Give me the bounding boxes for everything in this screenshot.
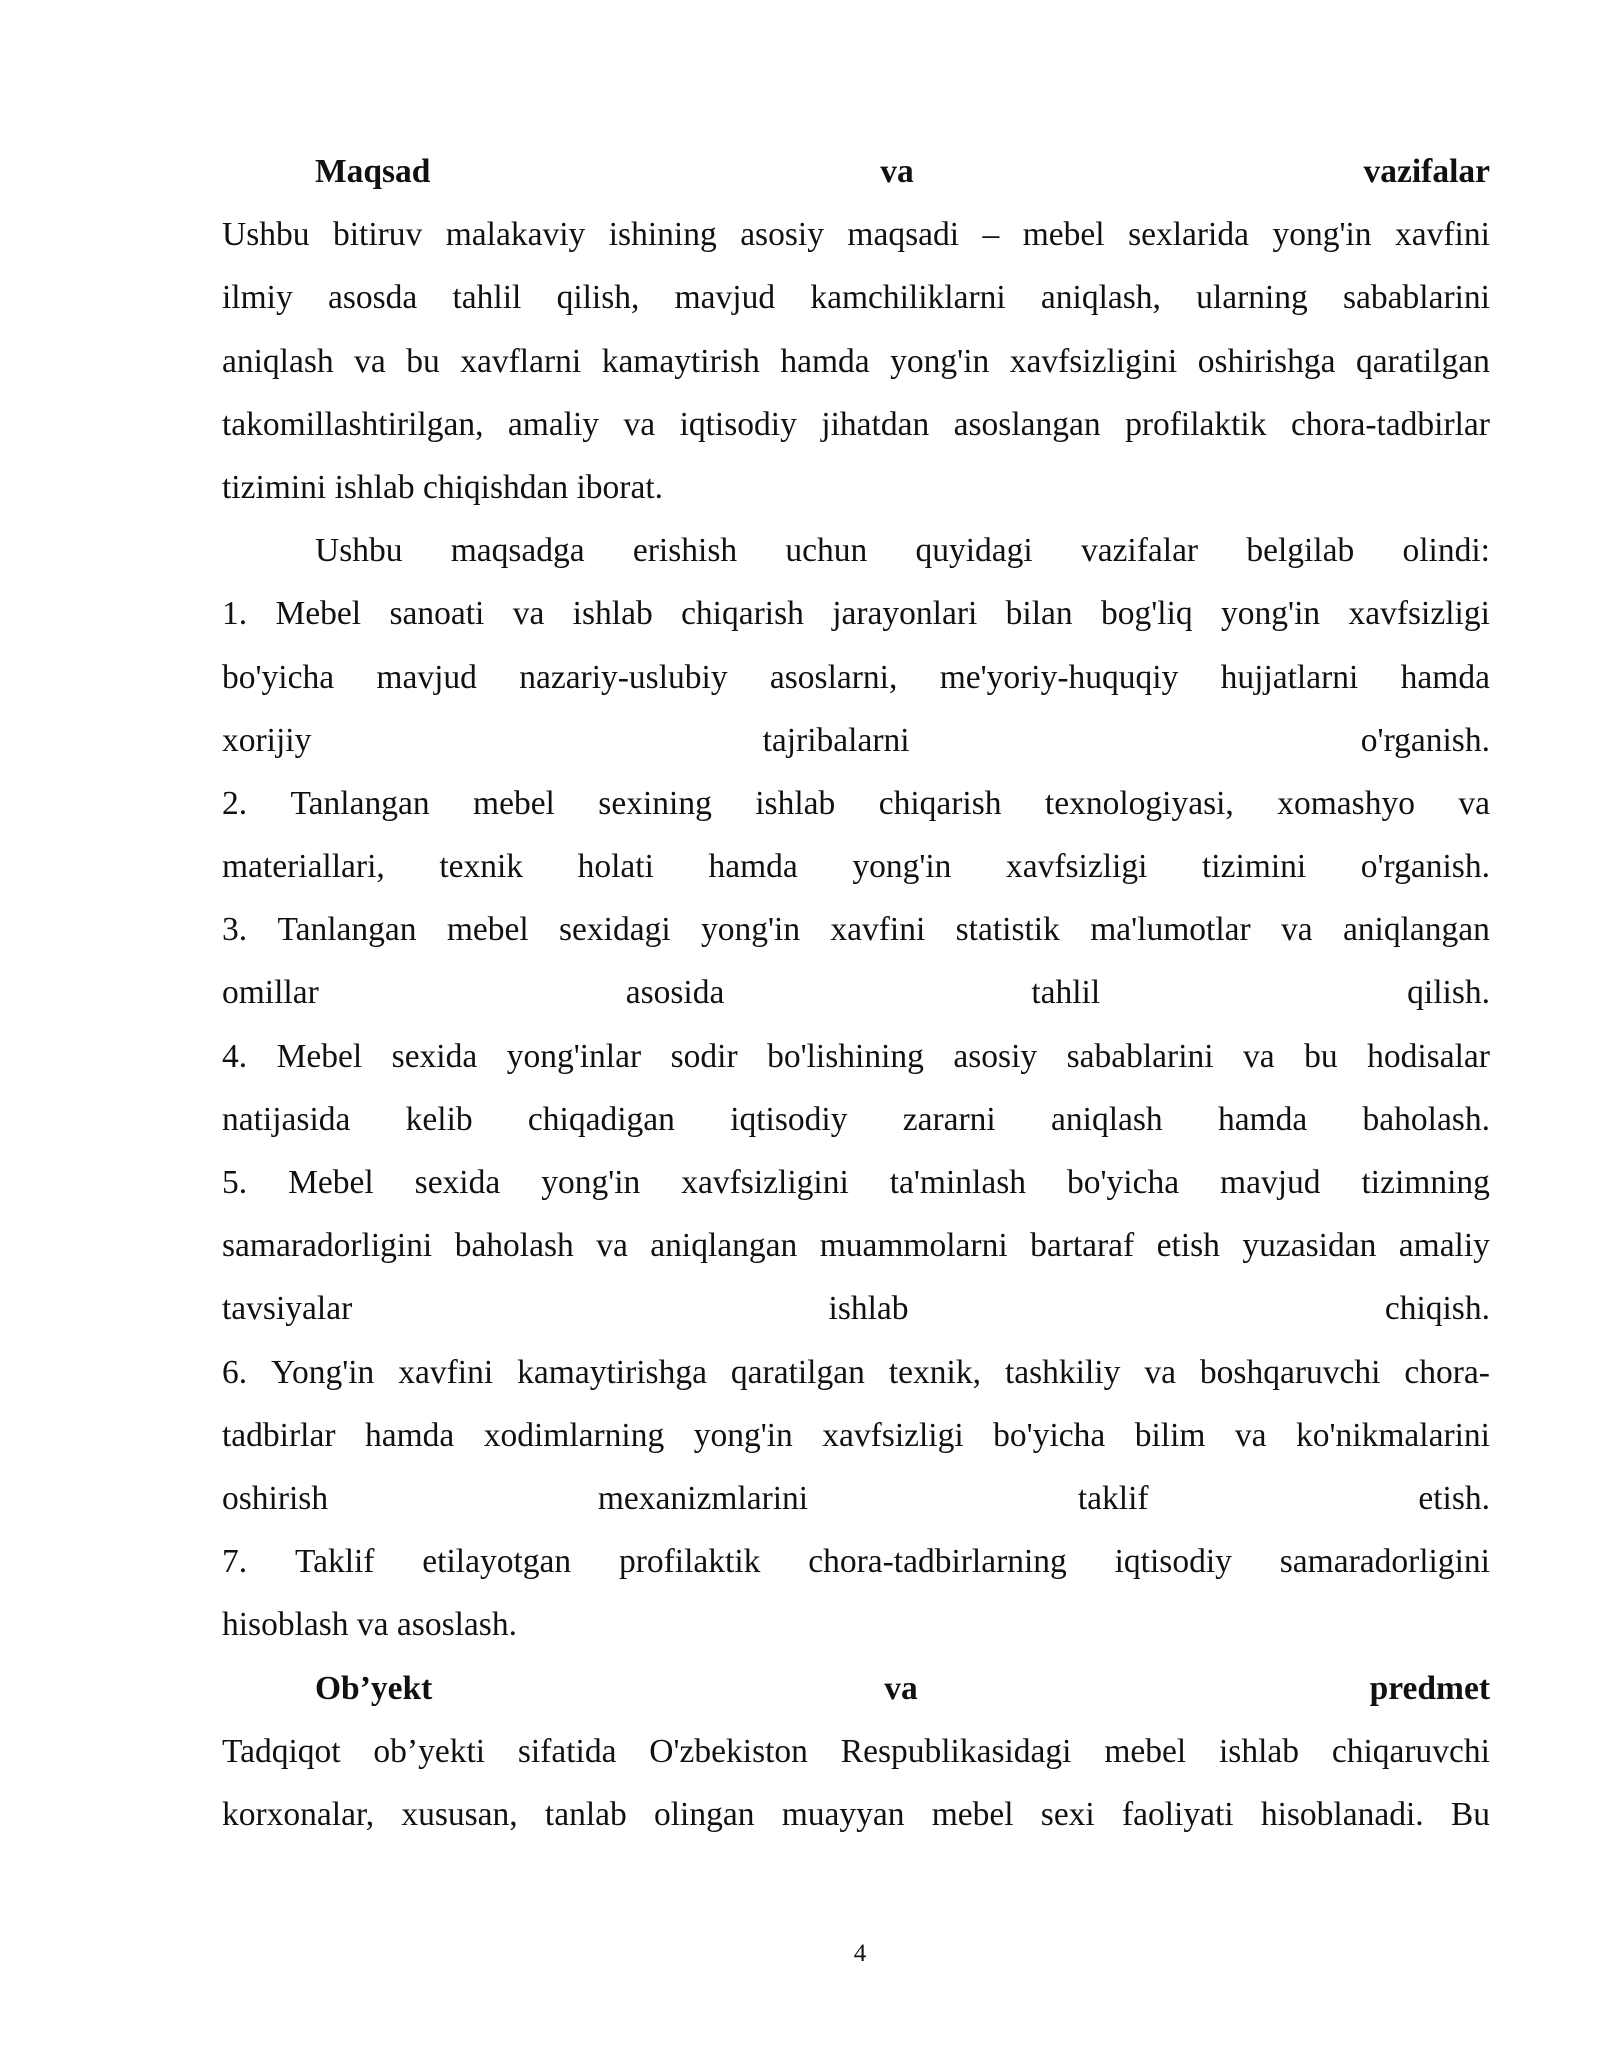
word: O'zbekiston (649, 1732, 808, 1770)
word: yong'in (700, 911, 801, 949)
word: omillar (222, 974, 319, 1012)
word: tashkiliy (1004, 1353, 1121, 1391)
word: chora- (1404, 1353, 1490, 1391)
word: va (1458, 784, 1490, 822)
word: hamda (1217, 1100, 1308, 1138)
text-line (222, 1151, 1490, 1214)
text-line (222, 1025, 1490, 1088)
word: olingan (653, 1795, 755, 1833)
word: xavfsizligi (1006, 848, 1148, 886)
word: bu (1304, 1037, 1338, 1075)
word: va (1243, 1037, 1275, 1075)
word: xavfini (398, 1353, 494, 1391)
word: va (1144, 1353, 1176, 1391)
word: tanlab (544, 1795, 627, 1833)
word: mavjud (674, 279, 776, 317)
word: xavfini (830, 911, 926, 949)
word: Ushbu (315, 532, 403, 570)
word: samaradorligini (222, 1227, 433, 1265)
word: boshqaruvchi (1199, 1353, 1381, 1391)
text-line (222, 582, 1490, 645)
word: sabablarini (1066, 1037, 1214, 1075)
word: zararni (902, 1100, 996, 1138)
word: ilmiy (222, 279, 293, 317)
word: mavjud (1220, 1164, 1321, 1201)
word: 4. (222, 1037, 248, 1075)
word: chiqadigan (527, 1100, 675, 1138)
word: mebel (446, 911, 529, 949)
word: faoliyati (1121, 1795, 1234, 1833)
word: ishlab (572, 595, 653, 633)
word: quyidagi (915, 532, 1033, 570)
word: yong'in (1221, 595, 1321, 633)
word: tavsiyalar (222, 1290, 353, 1328)
word: Respublikasidagi (840, 1732, 1072, 1770)
word: va (880, 153, 914, 190)
word: aniqlash, (1040, 279, 1161, 317)
word: hamda (364, 1416, 455, 1454)
text-line (222, 1277, 1490, 1340)
word: predmet (1369, 1669, 1490, 1707)
word: Mebel (276, 1037, 363, 1075)
text-line (222, 1720, 1490, 1783)
word: kamaytirish (601, 342, 760, 380)
word: tizimning (1361, 1164, 1490, 1201)
word: o'rganish. (1360, 721, 1490, 759)
word: xavfsizligini (681, 1164, 849, 1201)
word: belgilab (1246, 532, 1355, 570)
word: ishlab (828, 1290, 909, 1328)
word: iqtisodiy (730, 1100, 848, 1138)
word: Maqsad (315, 153, 431, 190)
word: sodir (670, 1037, 738, 1075)
word: qaratilgan (730, 1353, 865, 1391)
word: vazifalar (1363, 153, 1490, 190)
word: hodisalar (1367, 1037, 1490, 1075)
word: aniqlash (1051, 1100, 1163, 1138)
word: erishish (632, 532, 738, 570)
word: hujjatlarni (1220, 658, 1359, 696)
word: chora-tadbirlarning (808, 1543, 1067, 1581)
word: Tadqiqot (222, 1732, 341, 1770)
word: 7. (222, 1543, 248, 1581)
word: asosiy (953, 1037, 1038, 1075)
word: hamda (708, 848, 798, 886)
word: xodimlarning (483, 1416, 665, 1454)
word: va (1280, 911, 1313, 949)
word: chiqaruvchi (1331, 1732, 1490, 1770)
word: sexi (1040, 1795, 1095, 1833)
word: Mebel (275, 595, 362, 633)
word: yong'in (1272, 216, 1372, 254)
word: me'yoriy-huquqiy (939, 658, 1179, 696)
word: profilaktik (618, 1543, 761, 1581)
text-line (222, 1467, 1490, 1530)
word: qilish. (1407, 974, 1490, 1012)
word: chiqarish (681, 595, 804, 633)
word: oshirishga (1197, 342, 1336, 380)
word: malakaviy (445, 216, 586, 254)
word: samaradorligini (1279, 1543, 1490, 1581)
word: sexida (414, 1164, 501, 1201)
word: bo'yicha (222, 658, 335, 696)
word: materiallari, (222, 848, 385, 886)
word: 1. (222, 595, 248, 633)
text-line (222, 772, 1490, 835)
word: korxonalar, (222, 1795, 375, 1833)
word: jihatdan (821, 405, 930, 443)
word: asoslarni, (769, 658, 898, 696)
word: ishlab (1218, 1732, 1300, 1770)
word: asosida (625, 974, 725, 1012)
word: xavfsizligi (1348, 595, 1490, 633)
word: maqsadga (450, 532, 585, 570)
text-line (222, 709, 1490, 772)
word: muammolarni (819, 1227, 1008, 1265)
word: aniqlangan (650, 1227, 798, 1265)
word: sifatida (517, 1732, 617, 1770)
word: yong'in (693, 1416, 793, 1454)
word: yong'in (890, 342, 990, 380)
word: mavjud (376, 658, 477, 696)
word: va (596, 1227, 628, 1265)
word: xavfini (1395, 216, 1490, 254)
word: iqtisodiy (1114, 1543, 1232, 1581)
word: natijasida (222, 1100, 351, 1138)
word: tahlil (1031, 974, 1101, 1012)
word: bo'lishining (767, 1037, 924, 1075)
word: texnologiyasi, (1044, 784, 1234, 822)
word: texnik (439, 848, 524, 886)
word: va (884, 1669, 918, 1707)
word: mebel (473, 784, 555, 822)
text-line (222, 266, 1490, 329)
word: yong'in (541, 1164, 641, 1201)
word: 2. (222, 784, 248, 822)
word: oshirish (222, 1479, 329, 1517)
text-line (222, 646, 1490, 709)
word: bo'yicha (1066, 1164, 1180, 1201)
word: ularning (1196, 279, 1308, 317)
word: tajribalarni (762, 721, 910, 759)
word: Taklif (294, 1543, 375, 1581)
word: hisoblanadi. (1260, 1795, 1424, 1833)
text-line (222, 393, 1490, 456)
word: mebel (931, 1795, 1014, 1833)
word: bartaraf (1030, 1227, 1135, 1265)
word: ta'minlash (889, 1164, 1027, 1201)
word: muayyan (781, 1795, 905, 1833)
text-line (222, 1657, 1490, 1720)
word: profilaktik (1125, 405, 1267, 443)
word: – (982, 216, 1000, 254)
word: kamchiliklarni (810, 279, 1006, 317)
word: uchun (785, 532, 868, 570)
word: iqtisodiy (679, 405, 797, 443)
text-line (222, 1214, 1490, 1277)
word: va (1234, 1416, 1267, 1454)
word: o'rganish. (1360, 848, 1490, 886)
word: sexining (598, 784, 712, 822)
word: chora-tadbirlar (1290, 405, 1490, 443)
word: ko'nikmalarini (1296, 1416, 1490, 1454)
word: xavfsizligi (822, 1416, 964, 1454)
word: bilan (1005, 595, 1073, 633)
word: 6. (222, 1353, 248, 1391)
text-line (222, 140, 1490, 203)
word: yong'in (852, 848, 952, 886)
word: xavfsizligini (1009, 342, 1178, 380)
word: asosda (327, 279, 418, 317)
word: mebel (1022, 216, 1105, 254)
text-line (222, 1530, 1490, 1593)
word: chiqarish (878, 784, 1002, 822)
word: aniqlash (222, 342, 334, 380)
word: qilish, (556, 279, 640, 317)
word: sanoati (389, 595, 485, 633)
word: taklif (1077, 1479, 1149, 1517)
word: bitiruv (332, 216, 423, 254)
text-line: hisoblash va asoslash. (222, 1606, 517, 1644)
word: va (354, 342, 386, 380)
word: 3. (222, 911, 248, 949)
document-body (222, 140, 1490, 1846)
word: Ushbu (222, 216, 310, 254)
word: bu (406, 342, 440, 380)
text-line (222, 1783, 1490, 1846)
word: kelib (405, 1100, 473, 1138)
word: amaliy (1398, 1227, 1490, 1265)
word: etish. (1418, 1479, 1490, 1517)
word: ishining (608, 216, 717, 254)
word: mexanizmlarini (597, 1479, 809, 1517)
word: hamda (1400, 658, 1490, 696)
word: xususan, (401, 1795, 518, 1833)
word: aniqlangan (1342, 911, 1490, 949)
word: bog'liq (1101, 595, 1193, 633)
word: Ob’yekt (315, 1669, 433, 1707)
word: asosiy (740, 216, 824, 254)
word: statistik (955, 911, 1060, 949)
word: tahlil (452, 279, 522, 317)
text-line: tizimini ishlab chiqishdan iborat. (222, 468, 664, 506)
word: baholash. (1362, 1100, 1490, 1138)
text-line (222, 519, 1490, 582)
word: Mebel (288, 1164, 374, 1201)
word: sabablarini (1343, 279, 1490, 317)
word: va (512, 595, 545, 633)
word: Tanlangan (290, 784, 430, 822)
word: asoslangan (953, 405, 1101, 443)
word: ishlab (755, 784, 836, 822)
word: Yong'in (271, 1353, 375, 1391)
word: qaratilgan (1355, 342, 1490, 380)
word: kamaytirishga (517, 1353, 707, 1391)
word: sexlarida (1128, 216, 1249, 254)
text-line (222, 203, 1490, 266)
word: Tanlangan (277, 911, 417, 949)
word: tadbirlar (222, 1416, 336, 1454)
word: xomashyo (1277, 784, 1415, 822)
word: holati (577, 848, 654, 886)
word: amaliy (507, 405, 600, 443)
word: nazariy-uslubiy (519, 658, 728, 696)
text-line (222, 898, 1490, 961)
word: jarayonlari (832, 595, 978, 633)
word: 5. (222, 1164, 248, 1201)
word: ma'lumotlar (1090, 911, 1251, 949)
word: sexida (391, 1037, 478, 1075)
text-line (222, 1404, 1490, 1467)
word: olindi: (1402, 532, 1490, 570)
word: etilayotgan (422, 1543, 572, 1581)
word: texnik, (888, 1353, 981, 1391)
word: ob’yekti (373, 1732, 486, 1770)
word: Bu (1450, 1795, 1490, 1833)
word: bilim (1134, 1416, 1206, 1454)
word: sexidagi (559, 911, 671, 949)
word: xorijiy (222, 721, 312, 759)
word: hamda (780, 342, 870, 380)
word: maqsadi (847, 216, 960, 254)
page-number: 4 (853, 1940, 867, 1967)
word: etish (1156, 1227, 1220, 1265)
text-line (222, 835, 1490, 898)
word: tizimini (1201, 848, 1307, 886)
text-line (222, 961, 1490, 1024)
text-line (222, 1341, 1490, 1404)
word: bo'yicha (993, 1416, 1106, 1454)
word: chiqish. (1384, 1290, 1490, 1328)
word: yong'inlar (506, 1037, 642, 1075)
word: baholash (454, 1227, 574, 1265)
text-line (222, 330, 1490, 393)
word: takomillashtirilgan, (222, 405, 484, 443)
word: va (623, 405, 656, 443)
word: xavflarni (460, 342, 582, 380)
word: vazifalar (1080, 532, 1199, 570)
text-line (222, 1088, 1490, 1151)
word: mebel (1104, 1732, 1187, 1770)
word: yuzasidan (1242, 1227, 1377, 1265)
